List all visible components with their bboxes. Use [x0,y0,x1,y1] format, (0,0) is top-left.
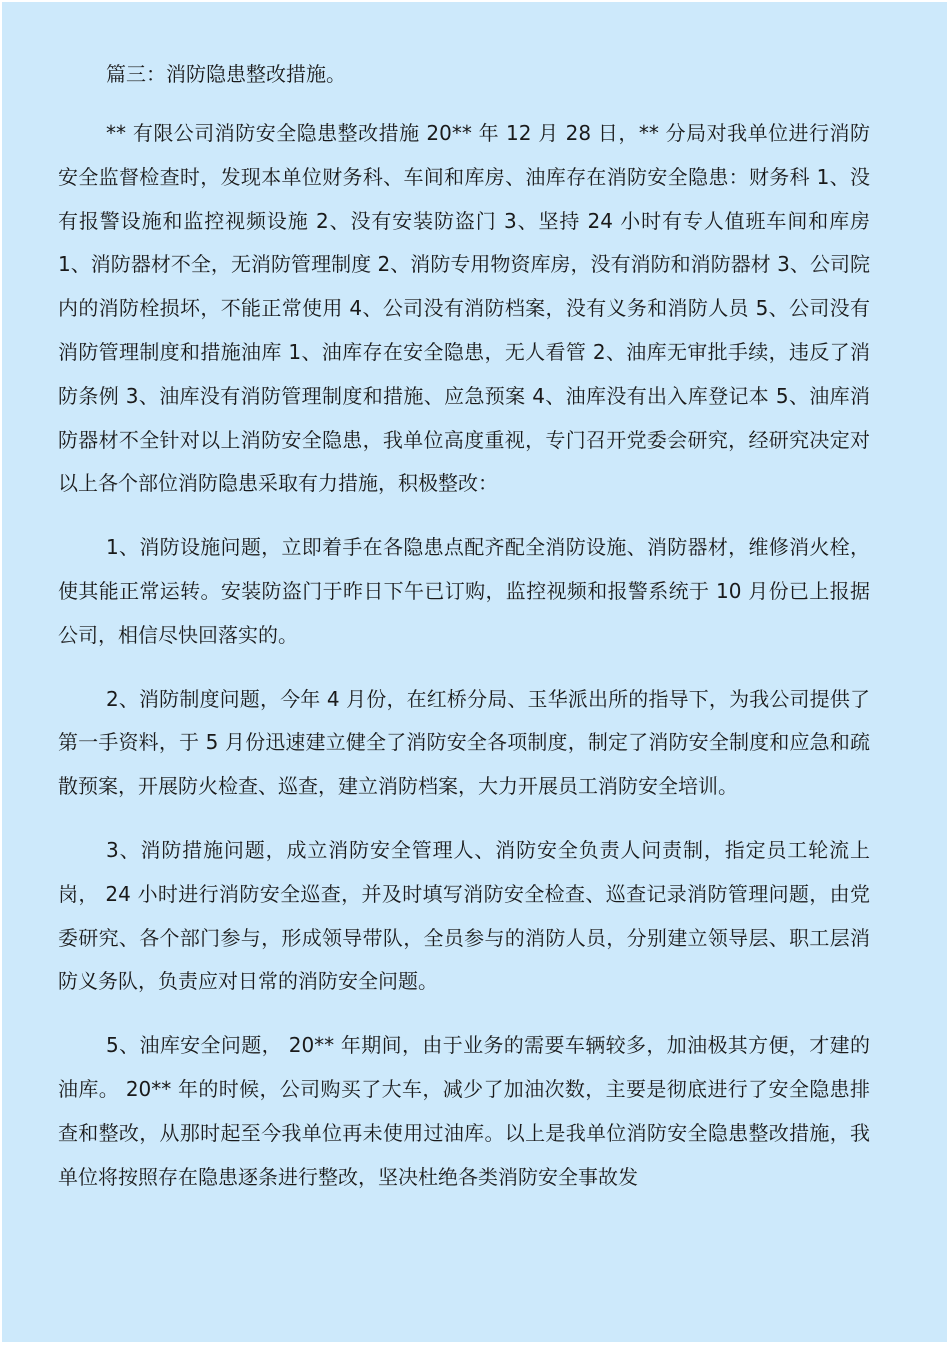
document-page [2,2,947,1342]
measure-paragraph-facilities: 1、消防设施问题，立即着手在各隐患点配齐配全消防设施、消防器材，维修消火栓，使其能正常运转。安装防盗门于昨日下午已订购，监控视频和报警系统于 10 月份已上报据公司，相信尽快回落实的。 [58,535,870,647]
document-body [58,58,870,1199]
intro-paragraph: ** 有限公司消防安全隐患整改措施 20** 年 12 月 28 日，** 分局对我单位进行消防安全监督检查时，发现本单位财务科、车间和库房、油库存在消防安全隐患：财务科 1、没有报警设施和监控视频设施 2、没有安装防盗门 3、坚持 24 小时有专人值班车间和库房 1、消防器材不全，无消防管理制度 2、消防专用物资库房，没有消防和消防器材 3、公司院内的消防栓损坏，不能正常使用 4、公司没有消防档案，没有义务和消防人员 5、公司没有消防管理制度和措施油库 1、油库存在安全隐患，无人看管 2、油库无审批手续，违反了消防条例 3、油库没有消防管理制度和措施、应急预案 4、油库没有出入库登记本 5、油库消防器材不全针对以上消防安全隐患，我单位高度重视，专门召开党委会研究，经研究决定对以上各个部位消防隐患采取有力措施，积极整改： [58,121,870,496]
section-title: 篇三：消防隐患整改措施。 [106,62,346,86]
measure-paragraph-regulations: 2、消防制度问题，今年 4 月份，在红桥分局、玉华派出所的指导下，为我公司提供了第一手资料，于 5 月份迅速建立健全了消防安全各项制度，制定了消防安全制度和应急和疏散预案，开展防火检查、巡查，建立消防档案，大力开展员工消防安全培训。 [58,686,870,799]
measure-paragraph-measures: 3、消防措施问题，成立消防安全管理人、消防安全负责人问责制，指定员工轮流上岗， 24 小时进行消防安全巡查，并及时填写消防安全检查、巡查记录消防管理问题，由党委研究、各个部门参与，形成领导带队，全员参与的消防人员，分别建立领导层、职工层消防义务队，负责应对日常的消防安全问题。 [58,837,870,994]
measure-paragraph-oil-depot: 5、油库安全问题， 20** 年期间，由于业务的需要车辆较多，加油极其方便，才建的油库。 20** 年的时候，公司购买了大车，减少了加油次数，主要是彻底进行了安全隐患排查和整改，从那时起至今我单位再未使用过油库。以上是我单位消防安全隐患整改措施，我单位将按照存在隐患逐条进行整改，坚决杜绝各类消防安全事故发 [58,1033,870,1189]
